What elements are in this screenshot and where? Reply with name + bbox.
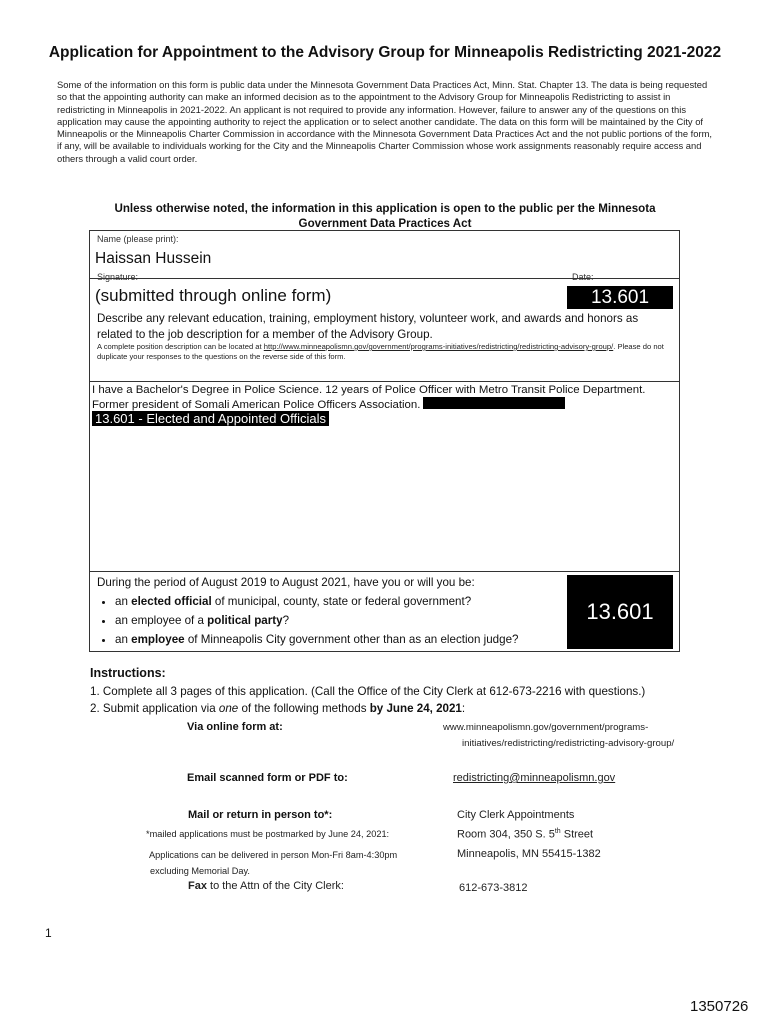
divider (90, 571, 679, 572)
eligibility-list (97, 592, 567, 649)
online-form-link-line2[interactable]: initiatives/redistricting/redistricting-advisory-group/ (462, 738, 675, 749)
eligibility-item: • an elected official of municipal, county, state or federal government? (115, 592, 567, 611)
date-redaction: 13.601 (567, 286, 673, 309)
date-label: Date: (572, 272, 594, 282)
mail-note-2: Applications can be delivered in person Mon-Fri 8am-4:30pm (149, 850, 398, 860)
signature-label: Signature: (97, 272, 139, 282)
document-id: 1350726 (690, 998, 749, 1015)
privacy-notice-paragraph: Some of the information on this form is public data under the Minnesota Government Data Practices Act, Minn. Stat. Chapter 13. The data is being requested so that the appointing authority can make an informed decision as to the appointment to the Advisory Group for Minneapolis Redistricting to assist in redistricting in Minneapolis in 2021-2022. An applicant is not required to provide any information. However, failure to answer any of the questions on this application may cause the appointing authority to reject the application or to select another candidate. The data on this form will be maintained by the City of Minneapolis or the Minneapolis Charter Commission in accordance with the Minnesota Government Data Practices Act and the not public portions of the form, if any, will be available to individuals working for the City and the Minneapolis Charter Commission whose work assignments reasonably require access and others through a valid court order. (57, 79, 713, 164)
public-data-notice: Unless otherwise noted, the information in this application is open to the public per the Minnesota Government Data Practices Act (114, 202, 656, 230)
name-field[interactable]: Haissan Hussein (95, 250, 212, 267)
description-note (97, 342, 675, 362)
email-method-label: Email scanned form or PDF to: (187, 772, 348, 784)
inline-redaction (423, 397, 565, 409)
divider (90, 381, 679, 382)
eligibility-item: • an employee of Minneapolis City government other than as an election judge? (115, 630, 567, 649)
mail-note-1: *mailed applications must be postmarked by June 24, 2021: (146, 829, 390, 839)
instructions-list (90, 684, 750, 717)
online-method-label: Via online form at: (187, 721, 283, 733)
position-description-link[interactable]: http://www.minneapolismn.gov/government/programs-initiatives/redistricting/redistricting-advisory-group/ (263, 342, 614, 351)
answer-redaction: 13.601 - Elected and Appointed Officials (92, 411, 329, 426)
answer-text: I have a Bachelor's Degree in Police Science. 12 years of Police Officer with Metro Transit Police Department. Former president of Somali American Police Officers Association. (92, 384, 646, 411)
page-number: 1 (45, 926, 52, 940)
fax-method-label: Fax to the Attn of the City Clerk: (188, 880, 344, 892)
mail-address-line3: Minneapolis, MN 55415-1382 (457, 848, 601, 860)
instruction-item-1: 1. Complete all 3 pages of this application. (Call the Office of the City Clerk at 612-673-2216 with questions.) (90, 685, 646, 698)
description-answer[interactable] (92, 384, 677, 412)
name-label: Name (please print): (97, 234, 179, 244)
document-title: Application for Appointment to the Advisory Group for Minneapolis Redistricting 2021-2022 (48, 44, 722, 61)
eligibility-redaction: 13.601 (567, 575, 673, 649)
mail-note-3: excluding Memorial Day. (150, 866, 250, 876)
online-form-link-line1[interactable]: www.minneapolismn.gov/government/programs- (443, 722, 649, 733)
description-note-suffix: . Please do not duplicate your responses to the questions on the reverse side of this form. (97, 342, 664, 361)
mail-address-line2: Room 304, 350 S. 5th Street (457, 828, 594, 841)
mail-method-label: Mail or return in person to*: (188, 809, 333, 821)
description-note-prefix: A complete position description can be located at (97, 342, 262, 351)
mail-address-line1: City Clerk Appointments (457, 809, 575, 821)
fax-number: 612-673-3812 (459, 882, 528, 894)
eligibility-item: • an employee of a political party? (115, 611, 567, 630)
email-link[interactable]: redistricting@minneapolismn.gov (453, 772, 616, 784)
instructions-heading: Instructions: (90, 666, 166, 680)
eligibility-question (97, 573, 567, 649)
description-prompt: Describe any relevant education, training, employment history, volunteer work, and awards and honors as related to the job description for a member of the Advisory Group. (97, 312, 639, 341)
instruction-item-2: 2. Submit application via one of the following methods by June 24, 2021: (90, 701, 466, 715)
eligibility-question-text: During the period of August 2019 to August 2021, have you or will you be: (97, 576, 475, 589)
signature-field[interactable]: (submitted through online form) (95, 286, 332, 305)
